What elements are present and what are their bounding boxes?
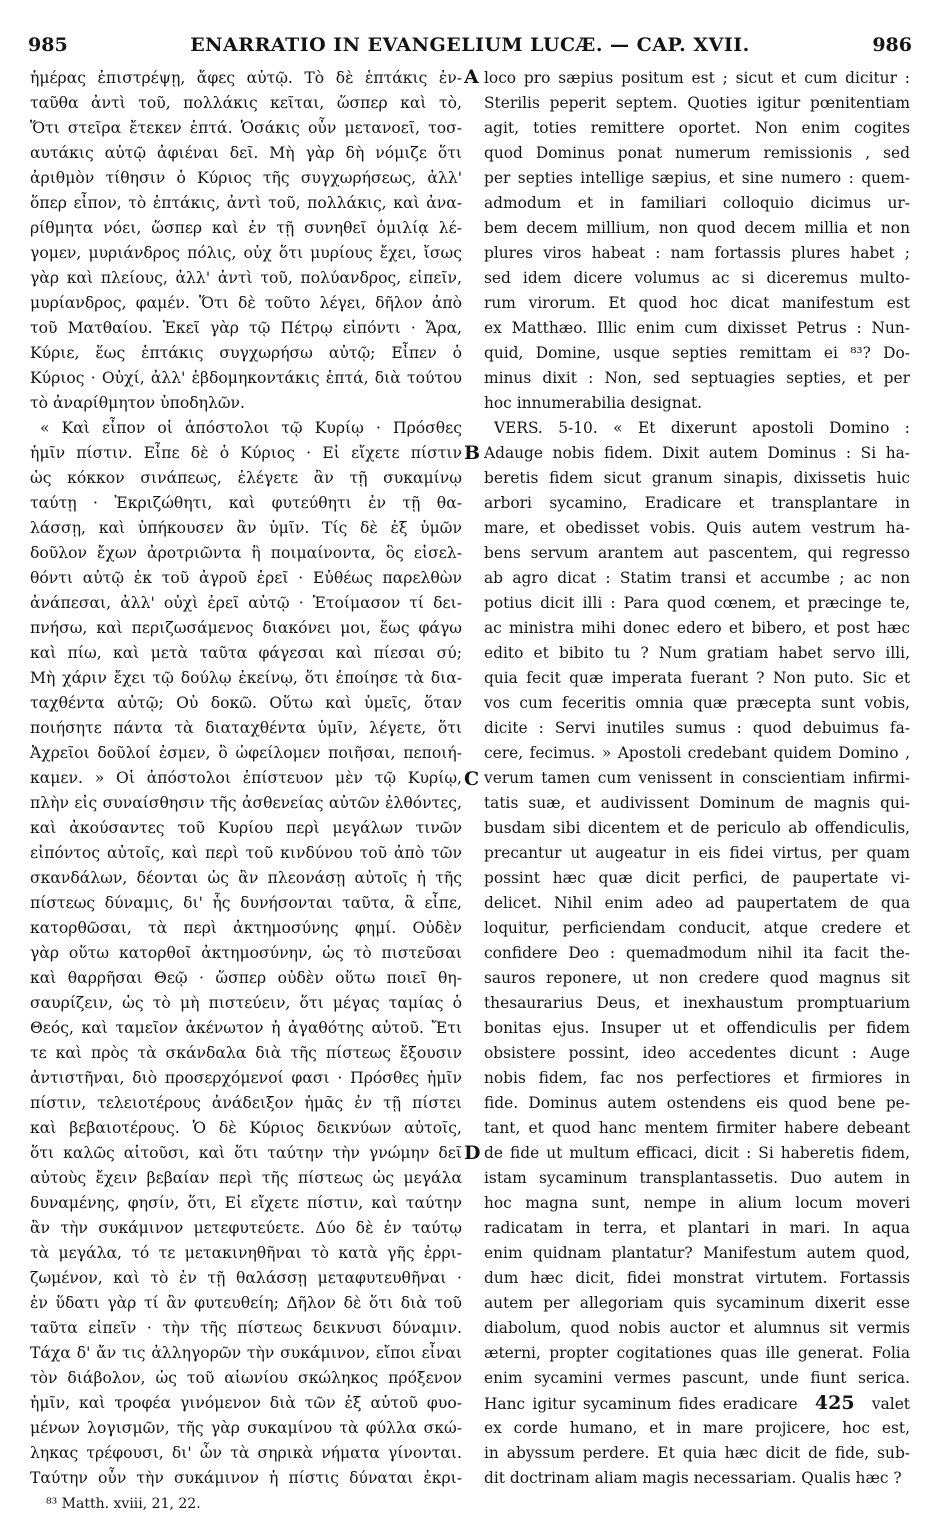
- greek-text-line: τὸ ἀναρίθμητον ὑποδηλῶν.: [30, 394, 245, 412]
- running-header: [28, 34, 912, 64]
- greek-text-line: μυρίανδρος, φαμέν. Ὅτι δὲ τοῦτο λέγει, δῆλον ἀπὸ: [30, 294, 462, 312]
- latin-text-line: ac ministra mihi donec edero et bibero, et post hæc: [484, 619, 910, 637]
- greek-text-line: Ὅτι στεῖρα ἔτεκεν ἑπτά. Ὁσάκις οὖν μετανοεῖ, τοσ-: [30, 119, 462, 137]
- greek-text-line: γὰρ οὕτω κατορθοῖ ἀκτημοσύνην, ὡς τὸ πιστεῦσαι: [30, 944, 462, 962]
- page-number-left: 985: [28, 34, 68, 56]
- latin-text-line: quia fecit quæ imperata fuerant ? Non puto. Sic et: [484, 669, 910, 687]
- greek-text-line: τὰ μεγάλα, τό τε μετακινηθῆναι τὸ κατὰ γῆς ἐρρι-: [30, 1244, 462, 1262]
- latin-text-line: diabolum, quod nobis auctor et alumnus sit vermis: [484, 1319, 910, 1337]
- latin-text-line: ex Matthæo. Illic enim cum dixisset Petrus : Nun-: [484, 319, 910, 337]
- greek-text-line: πλὴν εἰς συναίσθησιν τῆς ἀσθενείας αὐτῶν ἐλθόντες,: [30, 794, 462, 812]
- latin-text-line: istam sycaminum transplantassetis. Duo autem in: [484, 1169, 910, 1187]
- latin-text-line: Adauge nobis fidem. Dixit autem Dominus : Si ha-: [484, 444, 910, 462]
- latin-text-line: obsistere possint, ideo accedentes dicunt : Auge: [484, 1044, 910, 1062]
- latin-text-line: enim sycamini vermes pascunt, unde fiunt serica.: [484, 1369, 910, 1387]
- latin-text-line: dicite : Servi inutiles sumus : quod debuimus fa-: [484, 719, 910, 737]
- greek-column: [30, 66, 462, 1491]
- latin-text-line: bens servum arantem aut pascentem, qui regresso: [484, 544, 910, 562]
- latin-text-line: possint hæc quæ dicit perfici, de paupertate vi-: [484, 869, 910, 887]
- latin-text-part1: [484, 66, 910, 1391]
- latin-text-line: Sterilis peperit septem. Quoties igitur pœnitentiam: [484, 94, 910, 112]
- greek-text-line: ἂν τὴν συκάμινον μετεφυτεύετε. Δύο δὲ ἐν ταύτῳ: [30, 1219, 462, 1237]
- margin-letter-a: A: [464, 66, 479, 88]
- greek-text-line: γὰρ καὶ πλείους, ἀλλ' ἀντὶ τοῦ, πολύανδρος, εἰπεῖν,: [30, 269, 462, 287]
- greek-text-line: τοῦ Ματθαίου. Ἐκεῖ γὰρ τῷ Πέτρῳ εἰπόντι · Ἄρα,: [30, 319, 462, 337]
- greek-text-line: Ἀχρεῖοι δοῦλοί ἐσμεν, ὃ ὠφείλομεν ποιῆσαι, πεποιή-: [30, 744, 462, 762]
- greek-text-line: αυτάκις αὐτῷ ἀφιέναι δεῖ. Μὴ γὰρ δὴ νόμιζε ὅτι: [30, 144, 462, 162]
- latin-text-line: mare, et obedisset vobis. Quis autem vestrum ha-: [484, 519, 910, 537]
- greek-text-line: ληκας τρέφουσι, δι' ὧν τὰ σηρικὰ νήματα γίνονται.: [30, 1444, 462, 1462]
- greek-text-line: Κύριε, ἕως ἑπτάκις συγχωρήσω αὐτῷ; Εἶπεν ὁ: [30, 344, 462, 362]
- latin-text-line: admodum et in familiari colloquio dicimus ur-: [484, 194, 910, 212]
- latin-text-line: busdam sibi dicentem et de periculo ab offendiculis,: [484, 819, 910, 837]
- greek-text-line: ποιήσητε πάντα τὰ διαταχθέντα ὑμῖν, λέγετε, ὅτι: [30, 719, 462, 737]
- latin-text-line: loco pro sæpius positum est ; sicut et cum dicitur :: [484, 69, 910, 87]
- greek-text-line: ἡμῖν πίστιν. Εἶπε δὲ ὁ Κύριος · Εἰ εἴχετε πίστιν: [30, 444, 462, 462]
- greek-text-line: καὶ ἀκούσαντες τοῦ Κυρίου περὶ μεγάλων τινῶν: [30, 819, 462, 837]
- greek-text-line: ταῦθα ἀντὶ τοῦ, πολλάκις κεῖται, ὥσπερ καὶ τὸ,: [30, 94, 462, 112]
- latin-text-line: edito et bibito tu ? Num gratiam habet servo illi,: [484, 644, 910, 662]
- latin-text-line: beretis fidem sicut granum sinapis, dixissetis huic: [484, 469, 910, 487]
- latin-text-line: thesaurarius Deus, et inexhaustum promptuarium: [484, 994, 910, 1012]
- latin-text-line: plures viros habeat : nam fortassis plures habet ;: [484, 244, 910, 262]
- latin-text-line: VERS. 5-10. « Et dixerunt apostoli Domino :: [494, 419, 910, 437]
- greek-text-line: αὐτοὺς ἔχειν βεβαίαν περὶ τῆς πίστεως ὡς μεγάλα: [30, 1169, 462, 1187]
- latin-text-line: sed idem dicere volumus ac si diceremus multo-: [484, 269, 910, 287]
- greek-text-line: Μὴ χάριν ἔχει τῷ δούλῳ ἐκείνῳ, ὅτι ἐποίησε τὰ δια-: [30, 669, 462, 687]
- greek-text-line: ρίθμητα νόει, ὥσπερ καὶ ἐν τῇ συνηθεῖ ὁμιλίᾳ λέ-: [30, 219, 462, 237]
- margin-letter-c: C: [464, 768, 480, 790]
- greek-text-line: εἰπόντος αὐτοῖς, καὶ περὶ τοῦ κινδύνου τοῦ ἀπὸ τῶν: [30, 844, 462, 862]
- latin-text-line: tatis suæ, et audivissent Dominum de magnis qui-: [484, 794, 910, 812]
- latin-text-line: sauros reponere, ut non credere quod magnus sit: [484, 969, 910, 987]
- latin-text-line: dit doctrinam aliam magis necessariam. Qualis hæc ?: [484, 1469, 902, 1487]
- greek-text-line: « Καὶ εἶπον οἱ ἀπόστολοι τῷ Κυρίῳ · Πρόσθες: [40, 419, 462, 437]
- latin-line-fragment: valet: [871, 1395, 910, 1413]
- column-number: 425: [814, 1392, 855, 1414]
- latin-text-line: radicatam in terra, et plantari in mari. In aqua: [484, 1219, 910, 1237]
- latin-text-line: quod Dominus ponat numerum remissionis , sed: [484, 144, 910, 162]
- latin-text-line: tant, et quod hanc mentem firmiter habere debeant: [484, 1119, 910, 1137]
- greek-text-line: σαυρίζειν, ὡς τὸ μὴ πιστεύειν, ὅτι μέγας ταμίας ὁ: [30, 994, 462, 1012]
- running-title: ENARRATIO IN EVANGELIUM LUCÆ. — CAP. XVII.: [190, 34, 750, 56]
- latin-text-line: nobis fidem, fac nos perfectiores et firmiores in: [484, 1069, 910, 1087]
- greek-text-line: ταύτῃ · Ἐκριζώθητι, καὶ φυτεύθητι ἐν τῇ θα-: [30, 494, 462, 512]
- greek-text-line: λάσσῃ, καὶ ὑπήκουσεν ἂν ὑμῖν. Τίς δὲ ἐξ ὑμῶν: [30, 519, 462, 537]
- latin-text-line: de fide ut multum efficaci, dicit : Si haberetis fidem,: [484, 1144, 910, 1162]
- greek-text-line: πίστιν, τελειοτέρους ἀνάδειξον ἡμᾶς ἐν τῇ πίστει: [30, 1094, 462, 1112]
- greek-text-line: ἀντιστῆναι, διὸ προσερχόμενοί φασι · Πρόσθες ἡμῖν: [30, 1069, 462, 1087]
- latin-text-line: loquitur, perficiendam conducit, atque credere et: [484, 919, 910, 937]
- greek-text-line: ἀριθμὸν τίθησιν ὁ Κύριος τῆς συγχωρήσεως, ἀλλ': [30, 169, 462, 187]
- latin-text-line: cere, fecimus. » Apostoli credebant quidem Domino ,: [484, 744, 910, 762]
- latin-text-line: quid, Domine, usque septies remittam ei ⁸³? Do-: [484, 344, 910, 362]
- latin-text-line: ab agro dicat : Statim transi et accumbe ; ac non: [484, 569, 910, 587]
- latin-text-line: agit, toties remittere oportet. Non enim cogites: [484, 119, 910, 137]
- latin-text-line: dum hæc dicit, fidei monstrat virtutem. Fortassis: [484, 1269, 910, 1287]
- greek-text-line: ἐν ὕδατι γὰρ τί ἂν φυτευθείη; Δῆλον δὲ ὅτι διὰ τοῦ: [30, 1294, 462, 1312]
- latin-text-line: minus dixit : Non, sed septuagies septies, et per: [484, 369, 910, 387]
- latin-text-line: precantur ut augeatur in eis fidei virtus, per quam: [484, 844, 910, 862]
- latin-text-line: hoc innumerabilia designat.: [484, 394, 703, 412]
- greek-text-line: δυναμένης, φησίν, ὅτι, Εἰ εἴχετε πίστιν, καὶ ταύτην: [30, 1194, 462, 1212]
- greek-text-line: Τάχα δ' ἄν τις ἀλληγορῶν τὴν συκάμινον, εἴποι εἶναι: [30, 1344, 462, 1362]
- greek-text-line: κατορθῶσαι, τὰ περὶ ἀκτημοσύνης φημί. Οὐδὲν: [30, 919, 462, 937]
- latin-text-line: ex corde humano, et in mare projicere, hoc est,: [484, 1419, 910, 1437]
- latin-text-part2: [484, 1416, 910, 1491]
- greek-text-line: καὶ βεβαιοτέρους. Ὁ δὲ Κύριος δεικνύων αὐτοῖς,: [30, 1119, 462, 1137]
- greek-text-line: ὅπερ εἶπον, τὸ ἑπτάκις, ἀντὶ τοῦ, πολλάκις, καὶ ἀνα-: [30, 194, 462, 212]
- greek-text-line: πίστεως δύναμις, δι' ἧς δυνήσονται ταῦτα, ἃ εἶπε,: [30, 894, 462, 912]
- greek-text-line: ἡμῖν, καὶ τροφέα γινόμενον διὰ τῶν ἐξ αὐτοῦ φυο-: [30, 1394, 462, 1412]
- page-number-right: 986: [872, 34, 912, 56]
- greek-text-line: ταχθέντα αὐτῷ; Οὐ δοκῶ. Οὕτω καὶ ὑμεῖς, ὅταν: [30, 694, 462, 712]
- latin-text-line: vos cum feceritis omnia quæ præcepta sunt vobis,: [484, 694, 910, 712]
- latin-column: [484, 66, 910, 1491]
- greek-text-line: ἀνάπεσαι, ἀλλ' οὐχὶ ἐρεῖ αὐτῷ · Ἑτοίμασον τί δει-: [30, 594, 462, 612]
- latin-line-with-column-number: [484, 1391, 910, 1416]
- latin-text-line: arbori sycamino, Eradicare et transplantare in: [484, 494, 910, 512]
- latin-text-line: enim quidnam plantatur? Manifestum autem quod,: [484, 1244, 910, 1262]
- greek-text-line: ζωμένον, καὶ τὸ ἐν τῇ θαλάσσῃ μεταφυτευθῆναι ·: [30, 1269, 462, 1287]
- latin-text-line: bonitas ejus. Insuper ut et offendiculis per fidem: [484, 1019, 910, 1037]
- latin-text-line: bem decem millium, non quod decem millia et non: [484, 219, 910, 237]
- greek-text-line: σκανδάλων, δέονται ὡς ἂν πλεονάσῃ αὐτοῖς ἡ τῆς: [30, 869, 462, 887]
- latin-text-line: æterni, propter cogitationes quas ille generat. Folia: [484, 1344, 910, 1362]
- latin-line-fragment: Hanc igitur sycaminum fides eradicare: [484, 1395, 798, 1413]
- greek-text-line: τὸν διάβολον, ὡς τοῦ αἰωνίου σκώληκος πρόξενον: [30, 1369, 462, 1387]
- greek-text-line: γομεν, μυριάνδρος πόλις, οὐχ ὅτι μυρίους ἔχει, ἴσως: [30, 244, 462, 262]
- greek-text-line: θόντι αὐτῷ ἐκ τοῦ ἀγροῦ ἐρεῖ · Εὐθέως παρελθὼν: [30, 569, 462, 587]
- margin-letter-d: D: [464, 1142, 481, 1164]
- greek-text-line: Ταύτην οὖν τὴν συκάμινον ἡ πίστις δύναται ἐκρι-: [30, 1469, 462, 1487]
- greek-text-line: δοῦλον ἔχων ἀροτριῶντα ἢ ποιμαίνοντα, ὃς εἰσελ-: [30, 544, 462, 562]
- greek-text-line: ὅτι καλῶς αἰτοῦσι, καὶ ὅτι ταύτην τὴν γνώμην δεῖ: [30, 1144, 462, 1162]
- greek-text-line: τε καὶ πρὸς τὰ σκάνδαλα διὰ τῆς πίστεως ἔξουσιν: [30, 1044, 462, 1062]
- greek-text-line: Κύριος · Οὐχί, ἀλλ' ἑβδομηκοντάκις ἑπτά, διὰ τούτου: [30, 369, 462, 387]
- latin-text-line: potius dicit illi : Para quod cœnem, et præcinge te,: [484, 594, 910, 612]
- greek-text-line: καὶ θαρρῆσαι Θεῷ · ὥσπερ οὐδὲν οὕτω ποιεῖ θη-: [30, 969, 462, 987]
- latin-text-line: fide. Dominus autem ostendens eis quod bene pe-: [484, 1094, 910, 1112]
- greek-text-line: πνήσω, καὶ περιζωσάμενος διακόνει μοι, ἕως φάγω: [30, 619, 462, 637]
- latin-text-line: per septies intellige sæpius, et sine numero : quem-: [484, 169, 910, 187]
- greek-text-line: καὶ πίω, καὶ μετὰ ταῦτα φάγεσαι καὶ πίεσαι σύ;: [30, 644, 462, 662]
- latin-text-line: rum virorum. Et quod hoc dicat manifestum est: [484, 294, 910, 312]
- greek-text-line: ἡμέρας ἐπιστρέψῃ, ἄφες αὐτῷ. Τὸ δὲ ἑπτάκις ἐν-: [30, 69, 462, 87]
- greek-text-line: ὡς κόκκον σινάπεως, ἐλέγετε ἂν τῇ συκαμίνῳ: [30, 469, 462, 487]
- greek-text-line: καμεν. » Οἱ ἀπόστολοι ἐπίστευον μὲν τῷ Κυρίῳ,: [30, 769, 462, 787]
- latin-text-line: verum tamen cum venissent in conscientiam infirmi-: [484, 769, 910, 787]
- greek-text-line: Θεός, καὶ ταμεῖον ἀκένωτον ἡ ἀγαθότης αὐτοῦ. Ἔτι: [30, 1019, 462, 1037]
- latin-text-line: autem per allegoriam quis sycaminum dixerit esse: [484, 1294, 910, 1312]
- latin-text-line: confidere Deo : quemadmodum nihil ita facit the-: [484, 944, 910, 962]
- margin-letter-b: B: [464, 442, 481, 464]
- latin-text-line: delicet. Nihil enim adeo ad paupertatem de qua: [484, 894, 910, 912]
- latin-text-line: in abyssum perdere. Et quia hæc dicit de fide, sub-: [484, 1444, 910, 1462]
- greek-text-line: ταῦτα εἰπεῖν · τὴν τῆς πίστεως δεικνυσι δύναμιν.: [30, 1319, 462, 1337]
- footnote: ⁸³ Matth. xviii, 21, 22.: [46, 1496, 201, 1512]
- latin-text-line: hoc magna sunt, nempe in alium locum moveri: [484, 1194, 910, 1212]
- greek-text-line: μένων λογισμῶν, τῆς γὰρ συκαμίνου τὰ φύλλα σκώ-: [30, 1419, 462, 1437]
